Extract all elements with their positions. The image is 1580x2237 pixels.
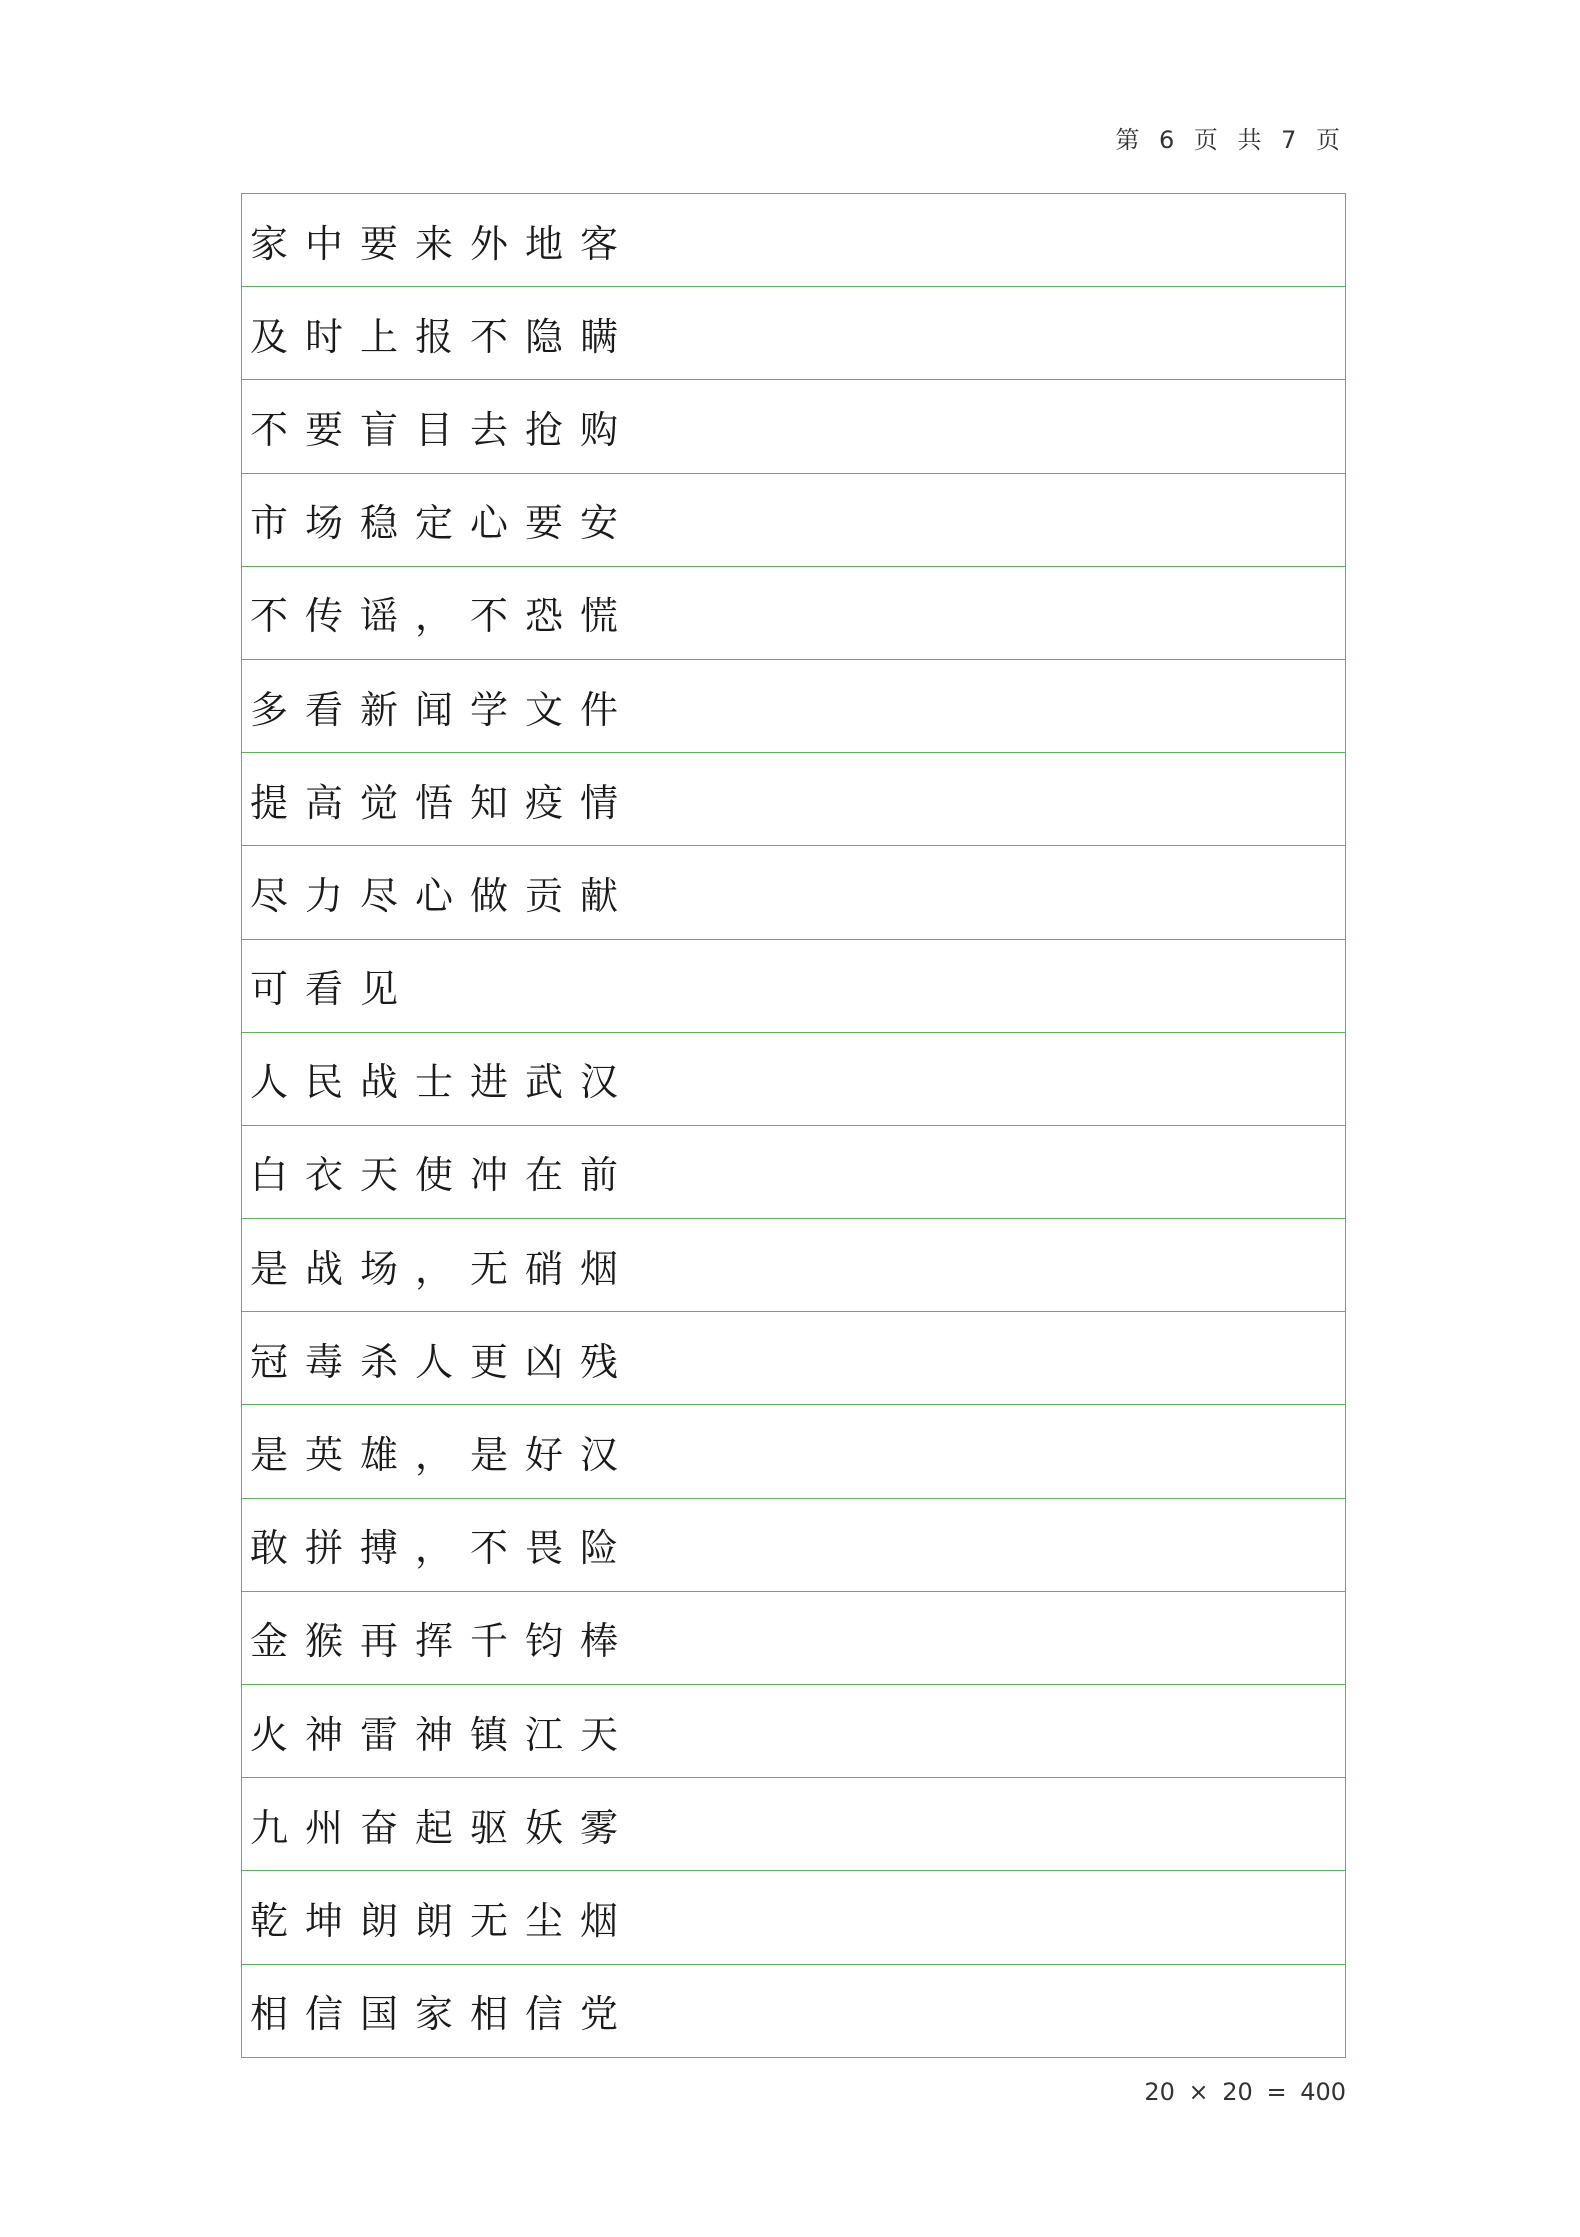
row-text: 九州奋起驱妖雾 <box>250 1805 636 1850</box>
row-text: 人民战士进武汉 <box>250 1060 636 1105</box>
grid-row <box>242 474 1345 567</box>
grid-row <box>242 940 1345 1033</box>
row-text: 不传谣，不恐慌 <box>250 594 636 639</box>
grid-row <box>242 753 1345 846</box>
row-text: 可看见 <box>250 967 416 1012</box>
grid-row <box>242 1778 1345 1871</box>
grid-row <box>242 846 1345 939</box>
grid-row <box>242 1685 1345 1778</box>
row-text: 是英雄，是好汉 <box>250 1433 636 1478</box>
grid-row <box>242 1126 1345 1219</box>
row-text: 提高觉悟知疫情 <box>250 780 636 825</box>
grid-row <box>242 660 1345 753</box>
grid-row <box>242 194 1345 287</box>
row-text: 火神雷神镇江天 <box>250 1712 636 1757</box>
grid-row <box>242 380 1345 473</box>
grid-count: 20 × 20 = 400 <box>1144 2078 1346 2106</box>
grid-row <box>242 1592 1345 1685</box>
row-text: 尽力尽心做贡献 <box>250 873 636 918</box>
row-text: 不要盲目去抢购 <box>250 407 636 452</box>
row-text: 白衣天使冲在前 <box>250 1153 636 1198</box>
grid-row <box>242 1312 1345 1405</box>
grid-row <box>242 1219 1345 1312</box>
grid-row <box>242 1499 1345 1592</box>
row-text: 多看新闻学文件 <box>250 687 636 732</box>
row-text: 市场稳定心要安 <box>250 501 636 546</box>
row-text: 金猴再挥千钧棒 <box>250 1619 636 1664</box>
row-text: 敢拼搏，不畏险 <box>250 1526 636 1571</box>
grid-row <box>242 1965 1345 2058</box>
writing-grid <box>241 193 1346 2058</box>
row-text: 乾坤朗朗无尘烟 <box>250 1898 636 1943</box>
grid-row <box>242 1871 1345 1964</box>
row-text: 冠毒杀人更凶残 <box>250 1339 636 1384</box>
page-indicator: 第 6 页 共 7 页 <box>1115 126 1346 154</box>
grid-row <box>242 287 1345 380</box>
grid-row <box>242 567 1345 660</box>
row-text: 及时上报不隐瞒 <box>250 314 636 359</box>
row-text: 相信国家相信党 <box>250 1992 636 2037</box>
grid-row <box>242 1405 1345 1498</box>
row-text: 是战场，无硝烟 <box>250 1246 636 1291</box>
grid-row <box>242 1033 1345 1126</box>
row-text: 家中要来外地客 <box>250 221 636 266</box>
